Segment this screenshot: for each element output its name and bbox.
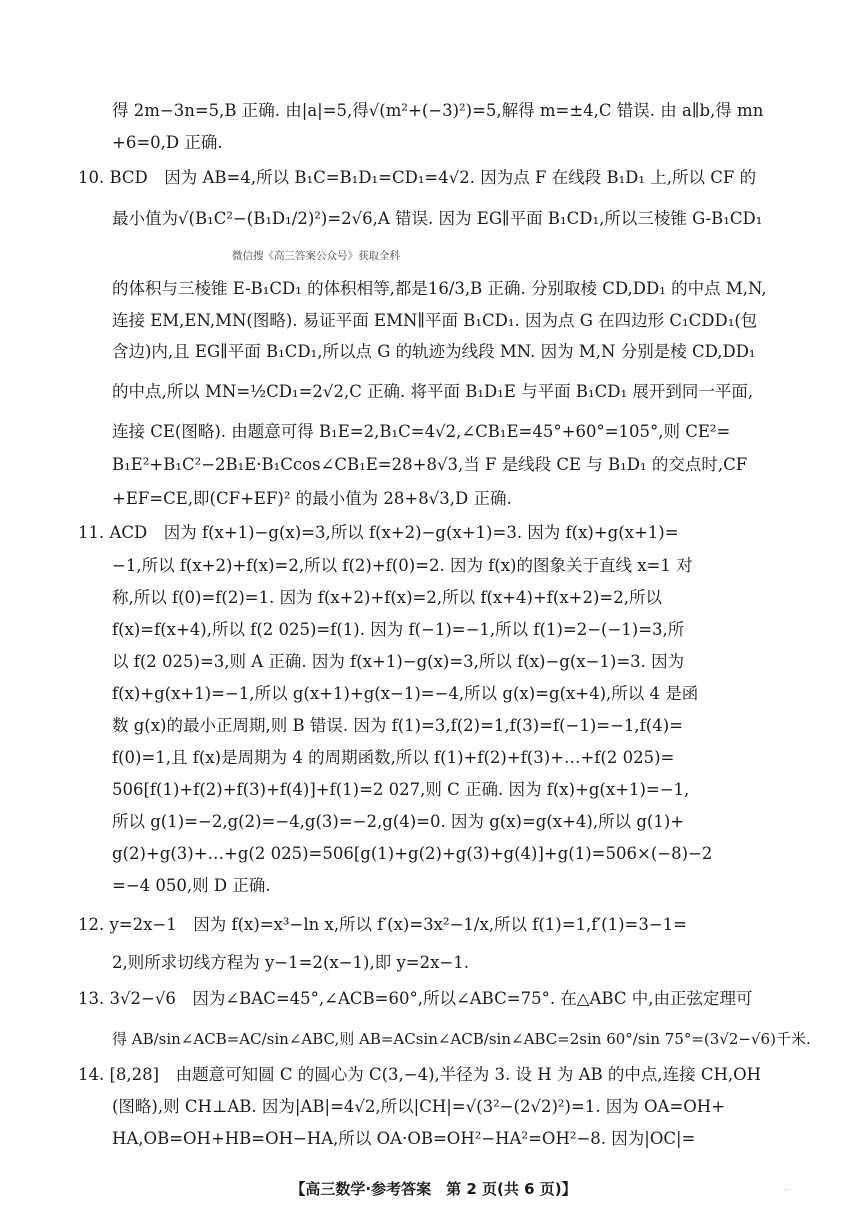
text-line: 14. [8,28] 由题意可知圆 C 的圆心为 C(3,−4),半径为 3. 设 H 为 AB 的中点,连接 CH,OH <box>78 1065 762 1084</box>
text-line: 的体积与三棱锥 E-B₁CD₁ 的体积相等,都是16/3,B 正确. 分别取棱 CD,DD₁ 的中点 M,N, <box>112 279 767 298</box>
text-line: +6=0,D 正确. <box>112 133 223 152</box>
text-line: 13. 3√2−√6 因为∠BAC=45°,∠ACB=60°,所以∠ABC=75°. 在△ABC 中,由正弦定理可 <box>78 989 753 1008</box>
text-line: =−4 050,则 D 正确. <box>112 876 271 895</box>
text-line: 11. ACD 因为 f(x+1)−g(x)=3,所以 f(x+2)−g(x+1)=3. 因为 f(x)+g(x+1)= <box>78 523 679 542</box>
text-line: 最小值为√(B₁C²−(B₁D₁/2)²)=2√6,A 错误. 因为 EG∥平面 B₁CD₁,所以三棱锥 G-B₁CD₁ <box>112 209 763 228</box>
text-line: 称,所以 f(0)=f(2)=1. 因为 f(x+2)+f(x)=2,所以 f(x+4)+f(x+2)=2,所以 <box>112 588 662 607</box>
text-line: 506[f(1)+f(2)+f(3)+f(4)]+f(1)=2 027,则 C 正确. 因为 f(x)+g(x+1)=−1, <box>112 780 690 799</box>
corner-mark: ·· <box>784 1186 790 1196</box>
text-line: 的中点,所以 MN=½CD₁=2√2,C 正确. 将平面 B₁D₁E 与平面 B₁CD₁ 展开到同一平面, <box>112 382 754 401</box>
text-line: −1,所以 f(x+2)+f(x)=2,所以 f(2)+f(0)=2. 因为 f(x)的图象关于直线 x=1 对 <box>112 556 693 575</box>
text-line: 连接 CE(图略). 由题意可得 B₁E=2,B₁C=4√2,∠CB₁E=45°+60°=105°,则 CE²= <box>112 422 731 441</box>
text-line: (图略),则 CH⊥AB. 因为|AB|=4√2,所以|CH|=√(3²−(2√2)²)=1. 因为 OA=OH+ <box>112 1097 726 1116</box>
text-line: 所以 g(1)=−2,g(2)=−4,g(3)=−2,g(4)=0. 因为 g(x)=g(x+4),所以 g(1)+ <box>112 812 685 831</box>
text-line: 10. BCD 因为 AB=4,所以 B₁C=B₁D₁=CD₁=4√2. 因为点 F 在线段 B₁D₁ 上,所以 CF 的 <box>78 168 757 187</box>
text-line: f(0)=1,且 f(x)是周期为 4 的周期函数,所以 f(1)+f(2)+f(3)+…+f(2 025)= <box>112 748 675 767</box>
page-footer: 【高三数学·参考答案 第 2 页(共 6 页)】 <box>290 1180 577 1198</box>
text-line: 含边)内,且 EG∥平面 B₁CD₁,所以点 G 的轨迹为线段 MN. 因为 M,N 分别是棱 CD,DD₁ <box>112 342 756 361</box>
text-line: +EF=CE,即(CF+EF)² 的最小值为 28+8√3,D 正确. <box>112 489 512 508</box>
text-line: f(x)+g(x+1)=−1,所以 g(x+1)+g(x−1)=−4,所以 g(x)=g(x+4),所以 4 是函 <box>112 684 699 703</box>
watermark-text: 微信搜《高三答案公众号》获取全科 <box>232 250 400 262</box>
text-line: B₁E²+B₁C²−2B₁E·B₁Ccos∠CB₁E=28+8√3,当 F 是线段 CE 与 B₁D₁ 的交点时,CF <box>112 455 748 474</box>
text-line: 连接 EM,EN,MN(图略). 易证平面 EMN∥平面 B₁CD₁. 因为点 G 在四边形 C₁CDD₁(包 <box>112 311 758 330</box>
text-line: 12. y=2x−1 因为 f(x)=x³−ln x,所以 f′(x)=3x²−1/x,所以 f(1)=1,f′(1)=3−1= <box>78 915 688 934</box>
text-line: 以 f(2 025)=3,则 A 正确. 因为 f(x+1)−g(x)=3,所以 f(x)−g(x−1)=3. 因为 <box>112 652 685 671</box>
text-line: f(x)=f(x+4),所以 f(2 025)=f(1). 因为 f(−1)=−1,所以 f(1)=2−(−1)=3,所 <box>112 620 685 639</box>
text-line: HA,OB=OH+HB=OH−HA,所以 OA·OB=OH²−HA²=OH²−8. 因为|OC|= <box>112 1129 696 1148</box>
text-line: 数 g(x)的最小正周期,则 B 错误. 因为 f(1)=3,f(2)=1,f(3)=f(−1)=−1,f(4)= <box>112 716 683 735</box>
text-line: 得 2m−3n=5,B 正确. 由|a|=5,得√(m²+(−3)²)=5,解得 m=±4,C 错误. 由 a∥b,得 mn <box>112 101 764 120</box>
text-line: g(2)+g(3)+…+g(2 025)=506[g(1)+g(2)+g(3)+g(4)]+g(1)=506×(−8)−2 <box>112 844 713 863</box>
text-line: 2,则所求切线方程为 y−1=2(x−1),即 y=2x−1. <box>112 953 469 972</box>
text-line: 得 AB/sin∠ACB=AC/sin∠ABC,则 AB=ACsin∠ACB/sin∠ABC=2sin 60°/sin 75°=(3√2−√6)千米. <box>112 1030 811 1048</box>
